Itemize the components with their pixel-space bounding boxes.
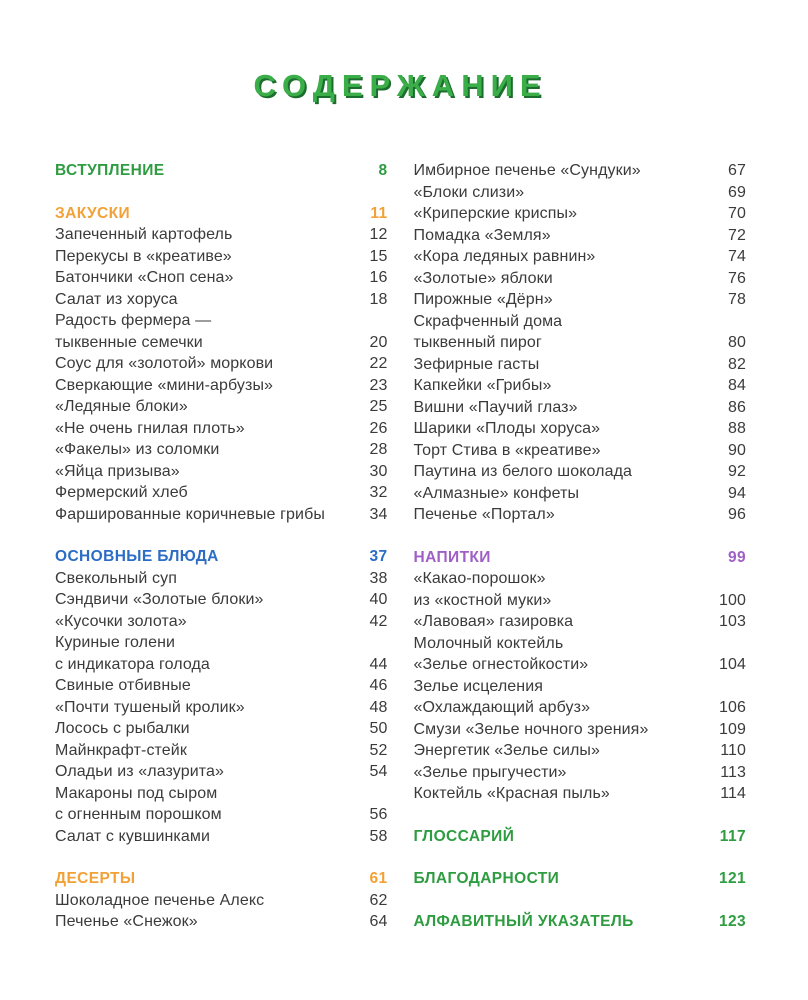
toc-entry-page: 50: [369, 720, 388, 737]
toc-entry-page: 70: [728, 205, 746, 222]
toc-entry: [55, 439, 388, 461]
toc-entry-label: Капкейки «Грибы»: [413, 377, 552, 394]
toc-entry-page: 52: [369, 741, 388, 759]
toc-entry-page: 30: [369, 462, 388, 480]
toc-entry-page: 82: [728, 355, 746, 373]
toc-entry-page: 37: [369, 548, 388, 565]
toc-entry: [414, 461, 747, 483]
toc-entry-label: Смузи «Зелье ночного зрения»: [413, 720, 649, 738]
toc-entry-page: 12: [369, 226, 388, 243]
toc-entry-label: Печенье «Портал»: [413, 506, 555, 523]
toc-entry-label: «Лавовая» газировка: [413, 613, 574, 630]
toc-entry-page: 86: [728, 398, 746, 416]
toc-entry-label: «Ледяные блоки»: [55, 398, 188, 415]
toc-entry-label: Куриные голени с индикатора голода: [55, 634, 210, 673]
toc-entry-page: 22: [369, 355, 388, 372]
toc-entry-page: 23: [369, 376, 388, 394]
toc-entry-page: 121: [718, 870, 746, 887]
toc-entry: [414, 483, 747, 505]
toc-entry-label: «Не очень гнилая плоть»: [55, 419, 245, 437]
toc-entry-label: Шарики «Плоды хоруса»: [413, 420, 601, 437]
toc-entry-page: 99: [727, 548, 746, 566]
toc-entry: [414, 160, 747, 182]
toc-entry-page: 15: [369, 247, 388, 265]
toc-entry-label: АЛФАВИТНЫЙ УКАЗАТЕЛЬ: [413, 912, 634, 930]
toc-entry-label: «Факелы» из соломки: [55, 441, 220, 458]
toc-column-right: [414, 160, 747, 933]
toc-entry: [414, 311, 747, 354]
toc-entry-page: 100: [719, 591, 746, 609]
toc-entry-page: 62: [369, 891, 388, 909]
toc-entry: [55, 504, 388, 526]
toc-column-left: [55, 160, 388, 933]
toc-entry-label: Соус для «золотой» моркови: [55, 355, 274, 372]
toc-entry-page: 90: [728, 441, 746, 459]
toc-entry-label: Салат из хоруса: [55, 290, 178, 308]
toc-section-header: [55, 160, 388, 182]
toc-entry-label: Энергетик «Зелье силы»: [413, 742, 601, 759]
toc-entry-label: НАПИТКИ: [413, 548, 491, 566]
toc-entry-page: 88: [728, 420, 746, 437]
toc-entry: [55, 740, 388, 762]
toc-entry-page: 48: [369, 698, 388, 716]
toc-entry-label: «Алмазные» конфеты: [413, 484, 580, 502]
toc-entry: [414, 397, 747, 419]
toc-entry: [55, 697, 388, 719]
toc-entry-page: 61: [369, 870, 388, 887]
toc-section-header: [55, 868, 388, 890]
toc-entry-label: Фаршированные коричневые грибы: [55, 505, 325, 523]
toc-entry-page: 26: [369, 419, 388, 437]
toc-section-header: [414, 911, 747, 933]
toc-entry-label: Оладьи из «лазурита»: [55, 763, 224, 780]
toc-section-header: [55, 203, 388, 225]
toc-entry: [55, 911, 388, 933]
toc-entry-label: Свиные отбивные: [55, 677, 191, 694]
toc-entry-page: 80: [728, 334, 746, 351]
toc-entry-page: 11: [370, 204, 388, 222]
toc-entry: [55, 589, 388, 611]
toc-entry: [55, 611, 388, 633]
toc-entry: [55, 783, 388, 826]
toc-entry: [55, 375, 388, 397]
toc-entry-page: 117: [719, 827, 746, 845]
toc-entry: [414, 289, 747, 311]
page-title: СОДЕРЖАНИЕ: [253, 68, 548, 103]
toc-entry: [414, 611, 747, 633]
toc-entry-label: Торт Стива в «креативе»: [413, 441, 601, 459]
toc-entry: [414, 440, 747, 462]
toc-entry: [414, 633, 747, 676]
toc-entry-label: Вишни «Паучий глаз»: [413, 398, 578, 416]
toc-entry-label: ДЕСЕРТЫ: [55, 870, 136, 887]
toc-entry-label: Свекольный суп: [55, 569, 177, 587]
toc-entry: [414, 418, 747, 440]
toc-entry-page: 54: [369, 763, 388, 780]
toc-entry: [55, 718, 388, 740]
toc-entry-page: 76: [728, 269, 746, 287]
toc-entry: [414, 568, 747, 611]
toc-entry-label: «Кора ледяных равнин»: [413, 248, 596, 265]
toc-entry-label: Молочный коктейль «Зелье огнестойкости»: [413, 634, 589, 673]
toc-entry: [55, 890, 388, 912]
toc-entry: [55, 568, 388, 590]
toc-entry-page: 38: [369, 569, 388, 587]
toc-entry: [414, 246, 747, 268]
toc-entry-page: 25: [369, 398, 388, 415]
toc-entry-page: 20: [369, 333, 388, 351]
toc-entry-page: 103: [719, 613, 746, 630]
toc-entry-page: 34: [369, 505, 388, 523]
toc-entry-label: ВСТУПЛЕНИЕ: [55, 162, 165, 179]
toc-entry-page: 8: [378, 162, 388, 179]
toc-entry-label: ОСНОВНЫЕ БЛЮДА: [55, 548, 219, 565]
toc-entry-page: 106: [719, 699, 746, 716]
toc-entry: [55, 482, 388, 504]
toc-entry: [414, 203, 747, 225]
toc-entry-label: Коктейль «Красная пыль»: [413, 785, 610, 802]
toc-entry-label: «Золотые» яблоки: [413, 269, 553, 287]
toc-entry-label: Радость фермера — тыквенные семечки: [55, 312, 212, 351]
toc-entry: [414, 783, 747, 805]
toc-entry-label: Перекусы в «креативе»: [55, 247, 232, 265]
toc-entry: [414, 268, 747, 290]
toc-entry-label: Пирожные «Дёрн»: [413, 291, 553, 308]
toc-entry: [55, 675, 388, 697]
toc-entry-label: Салат с кувшинками: [55, 827, 211, 845]
toc-entry: [55, 246, 388, 268]
toc-entry-label: ЗАКУСКИ: [55, 204, 130, 222]
toc-entry: [55, 224, 388, 246]
toc-entry: [55, 418, 388, 440]
toc-entry-label: Лосось с рыбалки: [55, 720, 190, 737]
toc-entry-label: «Блоки слизи»: [413, 183, 525, 201]
toc-entry: [414, 225, 747, 247]
toc-entry: [414, 740, 747, 762]
toc-entry-label: Батончики «Сноп сена»: [55, 269, 234, 286]
toc-entry-page: 44: [369, 655, 388, 673]
toc-section-header: [55, 546, 388, 568]
toc-entry-page: 84: [728, 377, 746, 394]
toc-entry-page: 72: [728, 226, 746, 244]
toc-entry-label: «Зелье прыгучести»: [413, 763, 567, 781]
toc-entry-label: БЛАГОДАРНОСТИ: [413, 870, 560, 887]
toc-entry: [55, 353, 388, 375]
toc-entry: [414, 504, 747, 526]
toc-entry: [55, 461, 388, 483]
toc-columns: [55, 160, 746, 933]
toc-entry: [55, 267, 388, 289]
toc-entry-label: Печенье «Снежок»: [55, 913, 198, 930]
toc-entry-label: Имбирное печенье «Сундуки»: [413, 162, 641, 179]
toc-entry-page: 40: [369, 591, 388, 608]
toc-entry-page: 114: [720, 785, 746, 802]
toc-entry-label: Сверкающие «мини-арбузы»: [55, 376, 274, 394]
toc-entry-page: 42: [369, 612, 388, 630]
toc-section-header: [414, 547, 747, 569]
toc-entry: [414, 375, 747, 397]
toc-entry-label: Шоколадное печенье Алекс: [55, 891, 265, 909]
toc-entry: [414, 719, 747, 741]
toc-entry-page: 113: [720, 763, 746, 781]
toc-entry-label: Макароны под сыром с огненным порошком: [55, 784, 222, 823]
toc-entry-label: ГЛОССАРИЙ: [413, 827, 515, 845]
toc-entry-page: 56: [369, 806, 388, 823]
toc-entry-label: Паутина из белого шоколада: [413, 463, 633, 480]
toc-entry: [55, 396, 388, 418]
toc-entry: [55, 632, 388, 675]
toc-entry-label: Майнкрафт-стейк: [55, 741, 187, 759]
toc-entry: [55, 310, 388, 353]
toc-entry-page: 58: [369, 827, 388, 845]
toc-entry: [414, 182, 747, 204]
toc-entry-page: 109: [719, 720, 746, 738]
toc-entry-page: 69: [728, 183, 746, 201]
toc-entry-label: «Кусочки золота»: [55, 612, 187, 630]
toc-entry: [414, 762, 747, 784]
toc-entry-page: 110: [720, 742, 746, 759]
toc-entry-page: 94: [728, 484, 746, 502]
toc-entry-label: «Какао-порошок» из «костной муки»: [413, 570, 552, 609]
toc-entry-page: 104: [719, 656, 746, 673]
toc-entry-page: 16: [369, 269, 388, 286]
toc-entry-label: Фермерский хлеб: [55, 484, 188, 501]
toc-entry: [55, 289, 388, 311]
toc-entry-page: 18: [369, 290, 388, 308]
toc-section-header: [414, 868, 747, 890]
toc-entry-label: Зелье исцеления «Охлаждающий арбуз»: [413, 677, 591, 716]
toc-entry-page: 74: [728, 248, 746, 265]
toc-entry: [414, 676, 747, 719]
toc-entry-page: 92: [728, 463, 746, 480]
toc-entry-label: «Криперские криспы»: [413, 205, 578, 222]
toc-entry-label: «Яйца призыва»: [55, 462, 180, 480]
toc-entry-label: Сэндвичи «Золотые блоки»: [55, 591, 264, 608]
toc-entry: [55, 761, 388, 783]
toc-entry-label: Запеченный картофель: [55, 226, 233, 243]
toc-entry-label: «Почти тушеный кролик»: [55, 698, 245, 716]
toc-entry-label: Скрафченный дома тыквенный пирог: [413, 312, 563, 351]
toc-entry-page: 96: [728, 506, 746, 523]
toc-entry-label: Помадка «Земля»: [413, 226, 551, 244]
toc-entry: [55, 826, 388, 848]
toc-entry-page: 123: [718, 912, 746, 930]
toc-entry-label: Зефирные гасты: [413, 355, 540, 373]
toc-entry-page: 46: [369, 677, 388, 694]
toc-entry-page: 32: [369, 484, 388, 501]
toc-entry: [414, 354, 747, 376]
toc-entry-page: 67: [728, 162, 746, 179]
toc-entry-page: 78: [728, 291, 746, 308]
toc-entry-page: 64: [369, 913, 388, 930]
toc-entry-page: 28: [369, 441, 388, 458]
toc-section-header: [414, 826, 747, 848]
